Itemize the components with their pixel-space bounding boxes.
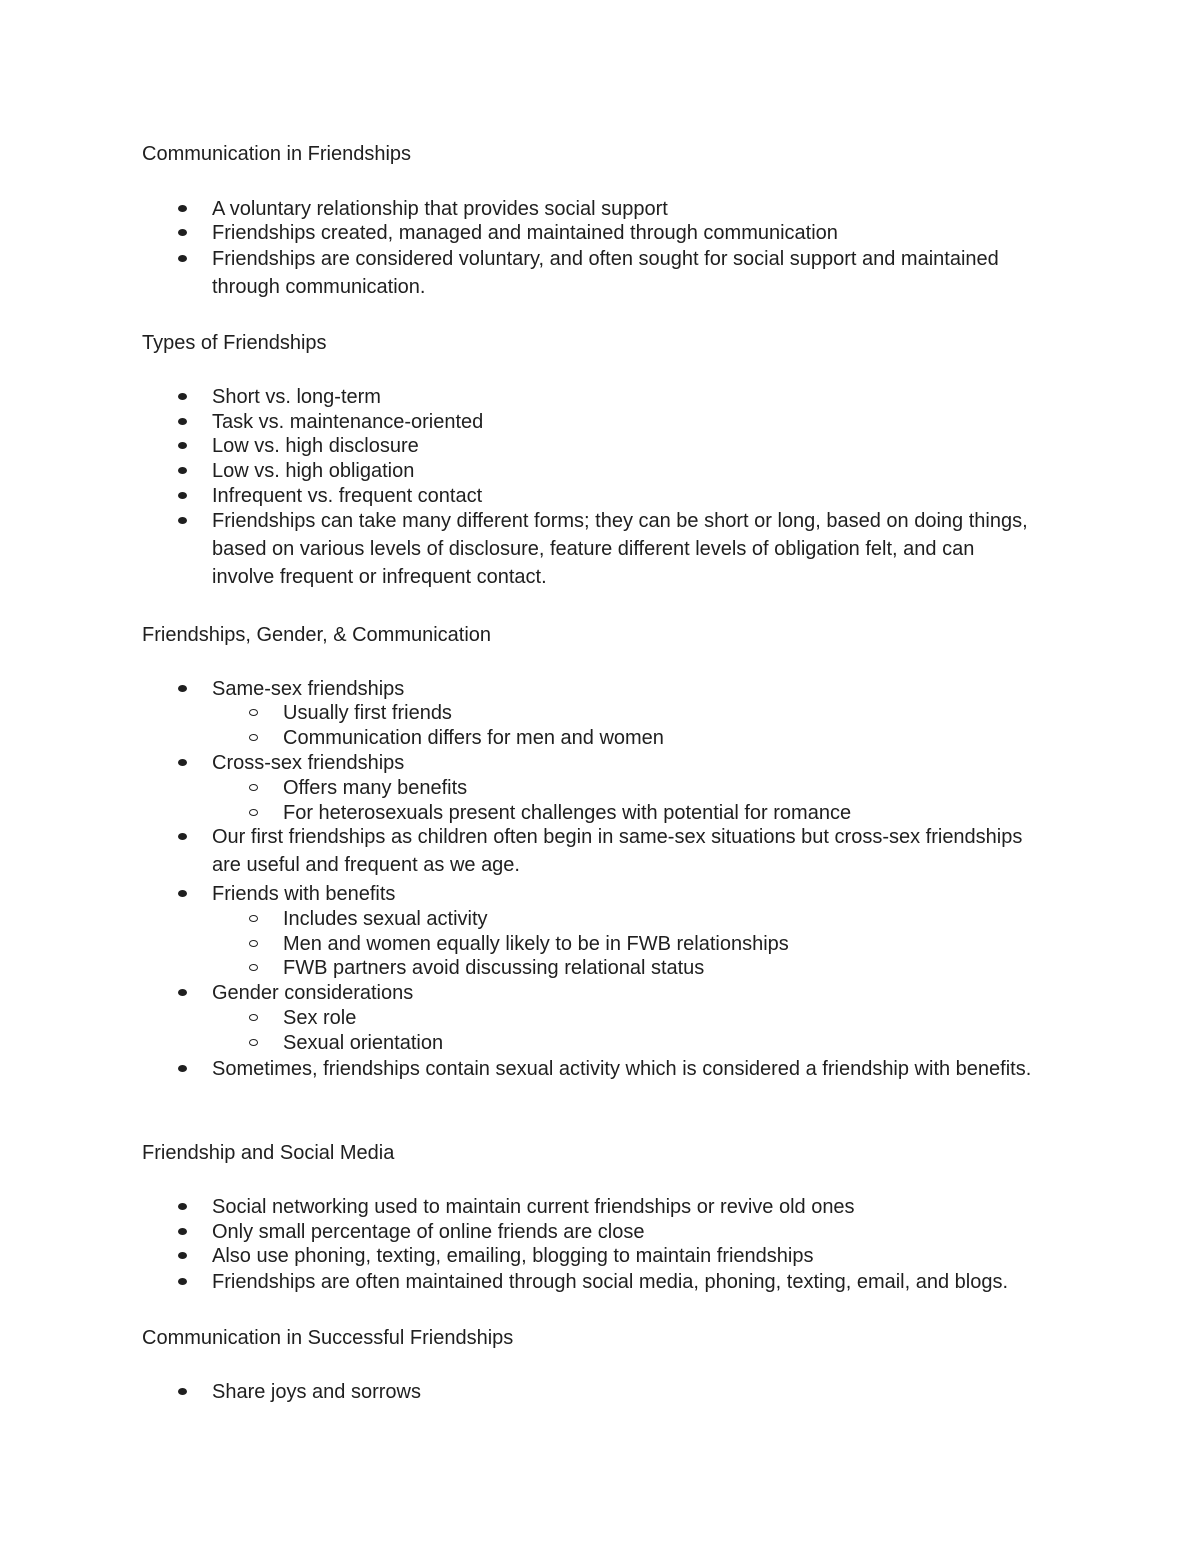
list-item-text: Gender considerations <box>212 982 414 1004</box>
bullet-icon <box>178 442 187 449</box>
circle-bullet-icon <box>249 784 258 791</box>
bullet-icon <box>178 205 187 212</box>
list-item-text: Communication differs for men and women <box>283 727 664 749</box>
bullet-icon <box>178 1388 187 1395</box>
list-item <box>212 383 1042 411</box>
bullet-icon <box>178 890 187 897</box>
list-item-text: Usually first friends <box>283 702 452 724</box>
list-item <box>212 749 1042 777</box>
section-heading: Communication in Friendships <box>142 143 412 165</box>
list-item-text: Sometimes, friendships contain sexual activity which is considered a friendship with benefits. <box>212 1058 1032 1080</box>
circle-bullet-icon <box>249 709 258 716</box>
section-heading: Friendship and Social Media <box>142 1142 395 1164</box>
circle-bullet-icon <box>249 964 258 971</box>
sub-list-item <box>283 774 1043 802</box>
list-item-text: Social networking used to maintain current friendships or revive old ones <box>212 1196 855 1218</box>
list-item-text: Friends with benefits <box>212 883 396 905</box>
sub-list-item <box>283 1029 1043 1057</box>
bullet-icon <box>178 393 187 400</box>
bullet-icon <box>178 685 187 692</box>
sub-list-item <box>283 905 1043 933</box>
bullet-icon <box>178 1203 187 1210</box>
bullet-icon <box>178 1278 187 1285</box>
list-item <box>212 880 1042 908</box>
list-item <box>212 482 1042 510</box>
list-item-text: Our first friendships as children often begin in same-sex situations but cross-sex friendships are useful and frequent as we age. <box>212 826 1023 876</box>
list-item <box>212 1193 1042 1221</box>
sub-list-item <box>283 699 1043 727</box>
bullet-icon <box>178 833 187 840</box>
list-item <box>212 823 1042 879</box>
list-item-text: Men and women equally likely to be in FWB relationships <box>283 933 789 955</box>
list-item-text: Includes sexual activity <box>283 908 488 930</box>
list-item-text: Low vs. high obligation <box>212 460 415 482</box>
circle-bullet-icon <box>249 940 258 947</box>
list-item <box>212 1055 1042 1083</box>
list-item <box>212 979 1042 1007</box>
list-item-text: Friendships are often maintained through social media, phoning, texting, email, and blogs. <box>212 1271 1009 1293</box>
list-item-text: Share joys and sorrows <box>212 1381 421 1403</box>
bullet-icon <box>178 467 187 474</box>
list-item-text: Offers many benefits <box>283 777 468 799</box>
list-item <box>212 1378 1042 1406</box>
list-item-text: Sexual orientation <box>283 1032 444 1054</box>
section-heading: Types of Friendships <box>142 332 327 354</box>
circle-bullet-icon <box>249 809 258 816</box>
list-item-text: Friendships created, managed and maintained through communication <box>212 222 838 244</box>
bullet-icon <box>178 492 187 499</box>
list-item <box>212 245 1042 301</box>
list-item-text: Infrequent vs. frequent contact <box>212 485 483 507</box>
list-item-text: A voluntary relationship that provides social support <box>212 198 668 220</box>
list-item <box>212 432 1042 460</box>
list-item-text: FWB partners avoid discussing relational status <box>283 957 705 979</box>
sub-list-item <box>283 1004 1043 1032</box>
bullet-icon <box>178 989 187 996</box>
circle-bullet-icon <box>249 915 258 922</box>
section-heading: Friendships, Gender, & Communication <box>142 624 492 646</box>
list-item-text: Friendships are considered voluntary, and often sought for social support and maintained through communication. <box>212 248 999 298</box>
circle-bullet-icon <box>249 1039 258 1046</box>
list-item <box>212 1268 1042 1296</box>
list-item-text: Also use phoning, texting, emailing, blogging to maintain friendships <box>212 1245 814 1267</box>
bullet-icon <box>178 517 187 524</box>
list-item-text: Short vs. long-term <box>212 386 381 408</box>
bullet-icon <box>178 1252 187 1259</box>
list-item <box>212 1242 1042 1270</box>
bullet-icon <box>178 418 187 425</box>
circle-bullet-icon <box>249 734 258 741</box>
bullet-icon <box>178 759 187 766</box>
list-item-text: Only small percentage of online friends are close <box>212 1221 645 1243</box>
bullet-icon <box>178 229 187 236</box>
list-item <box>212 507 1042 591</box>
bullet-icon <box>178 1065 187 1072</box>
list-item-text: Task vs. maintenance-oriented <box>212 411 484 433</box>
section-heading: Communication in Successful Friendships <box>142 1327 514 1349</box>
bullet-icon <box>178 1228 187 1235</box>
sub-list-item <box>283 724 1043 752</box>
list-item <box>212 457 1042 485</box>
list-item-text: Friendships can take many different forms; they can be short or long, based on doing things, based on various levels of disclosure, feature different levels of obligation felt, and can involve frequent or infrequent contact. <box>212 510 1028 588</box>
circle-bullet-icon <box>249 1014 258 1021</box>
list-item-text: Low vs. high disclosure <box>212 435 419 457</box>
list-item-text: Same-sex friendships <box>212 678 405 700</box>
sub-list-item <box>283 954 1043 982</box>
bullet-icon <box>178 255 187 262</box>
list-item-text: Cross-sex friendships <box>212 752 405 774</box>
list-item-text: Sex role <box>283 1007 357 1029</box>
list-item-text: For heterosexuals present challenges with potential for romance <box>283 802 852 824</box>
list-item <box>212 219 1042 247</box>
